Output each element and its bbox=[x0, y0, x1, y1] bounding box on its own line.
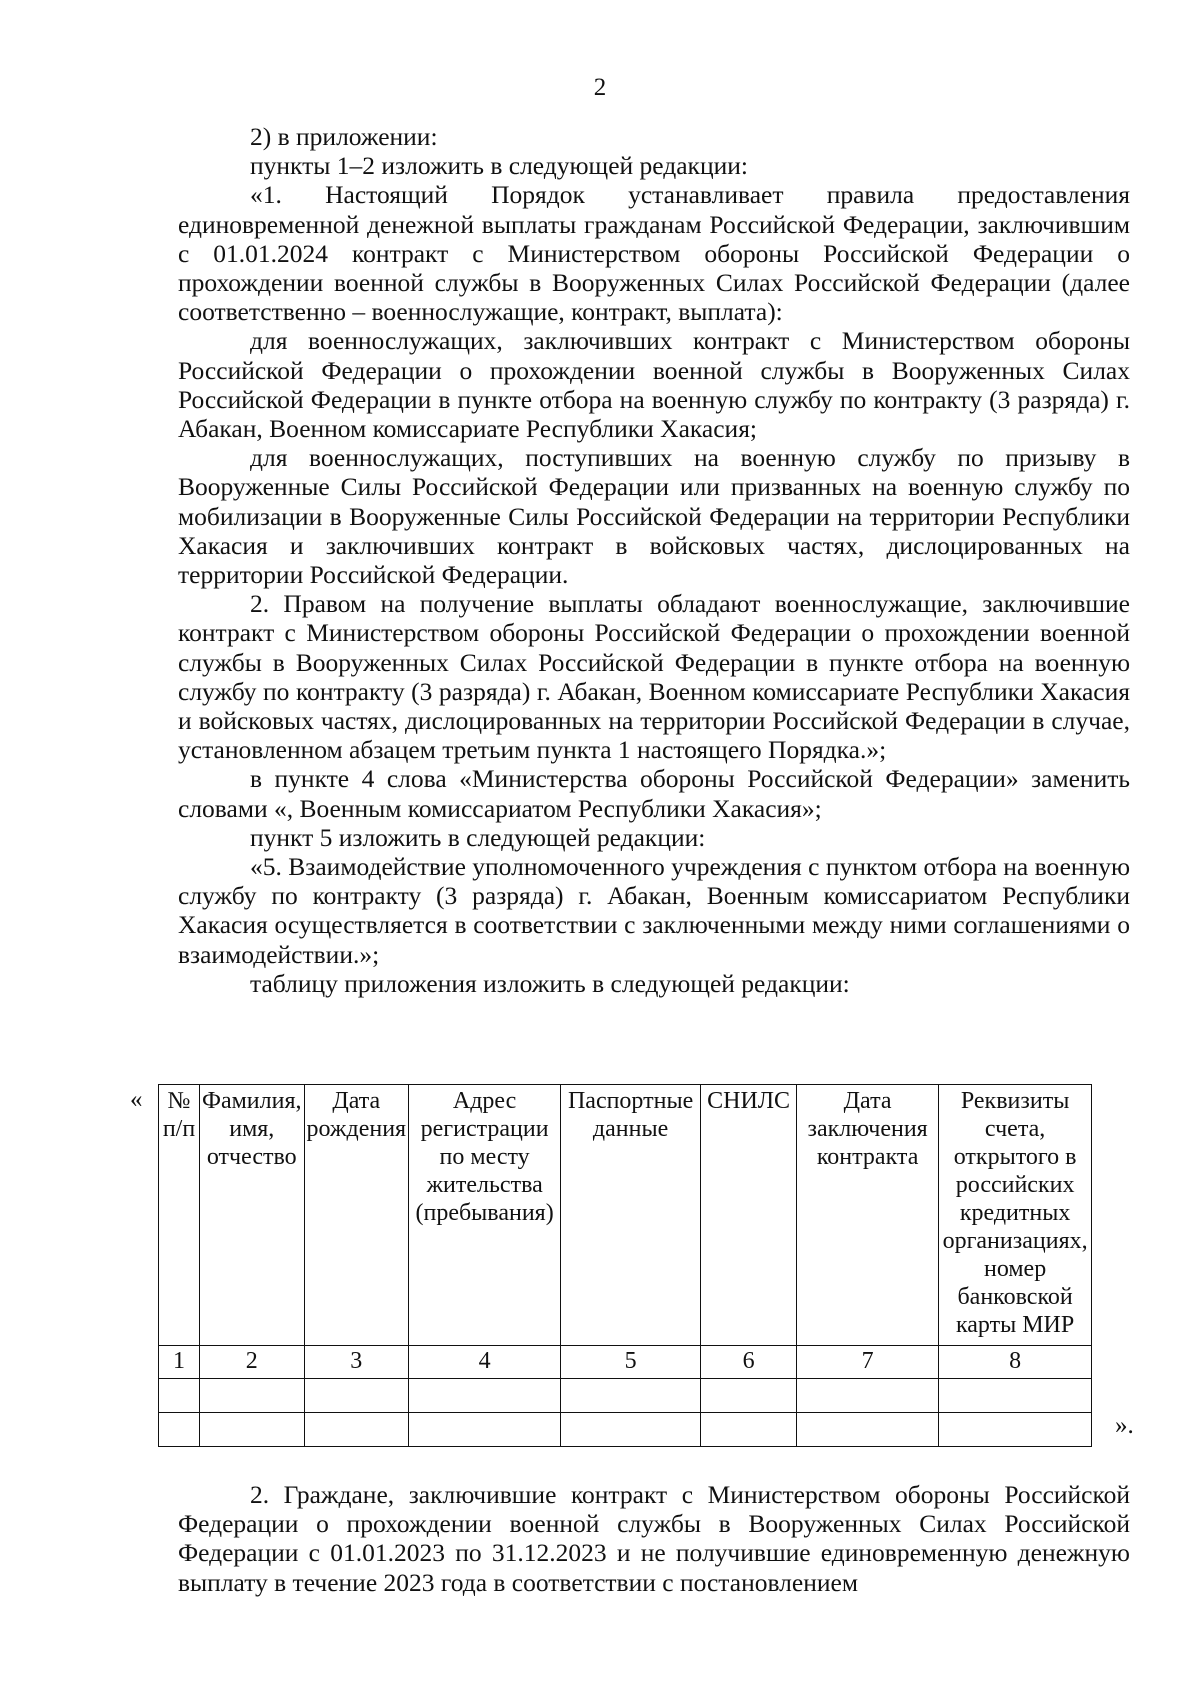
table-cell bbox=[200, 1379, 305, 1413]
paragraph-point-1-contract-servicemen: для военнослужащих, заключивших контракт с Министерством обороны Российской Федерации о прохождении военной службы в Вооруженных Силах Российской Федерации в пункте отбора на военную службу по контракту (3 разряда) г. Абакан, Военном комиссариате Республики Хакасия; bbox=[178, 326, 1130, 444]
table-cell bbox=[304, 1379, 409, 1413]
table-cell bbox=[701, 1413, 797, 1447]
column-number-cell: 2 bbox=[200, 1346, 305, 1379]
header-bank-details: Реквизиты счета, открытого в российских кредитных организациях, номер банковской карты МИР bbox=[939, 1085, 1092, 1346]
paragraph-table-intro: таблицу приложения изложить в следующей редакции: bbox=[250, 968, 850, 998]
column-number-cell: 7 bbox=[797, 1346, 939, 1379]
table-cell bbox=[159, 1413, 200, 1447]
table-header-row bbox=[159, 1085, 1092, 1346]
paragraph-point-2: 2. Правом на получение выплаты обладают военнослужащие, заключившие контракт с Министерством обороны Российской Федерации о прохождении военной службы в Вооруженных Силах Российской Федерации в пункте отбора на военную службу по контракту (3 разряда) г. Абакан, Военном комиссариате Республики Хакасия и войсковых частях, дислоцированных на территории Российской Федерации в случае, установленном абзацем третьим пункта 1 настоящего Порядка.»; bbox=[178, 589, 1130, 765]
paragraph-point-1-conscripted-servicemen: для военнослужащих, поступивших на военную службу по призыву в Вооруженные Силы Российской Федерации или призванных на военную службу по мобилизации в Вооруженные Силы Российской Федерации на территории Республики Хакасия и заключивших контракт в войсковых частях, дислоцированных на территории Российской Федерации. bbox=[178, 443, 1130, 590]
page-number: 2 bbox=[593, 74, 607, 101]
table-cell bbox=[939, 1379, 1092, 1413]
paragraph-points-1-2-intro: пункты 1–2 изложить в следующей редакции: bbox=[250, 151, 748, 181]
table-cell bbox=[797, 1379, 939, 1413]
table-open-quote: « bbox=[130, 1086, 143, 1113]
paragraph-point-1: «1. Настоящий Порядок устанавливает правила предоставления единовременной денежной выплаты гражданам Российской Федерации, заключившим с 01.01.2024 контракт с Министерством обороны Российской Федерации о прохождении военной службы в Вооруженных Силах Российской Федерации (далее соответственно – военнослужащие, контракт, выплата): bbox=[178, 180, 1130, 327]
header-birth-date: Дата рождения bbox=[304, 1085, 409, 1346]
paragraph-point-5: «5. Взаимодействие уполномоченного учреждения с пунктом отбора на военную службу по контракту (3 разряда) г. Абакан, Военным комиссариатом Республики Хакасия осуществляется в соответствии с заключенными между ними соглашениями о взаимодействии.»; bbox=[178, 852, 1130, 969]
table-column-numbers-row bbox=[159, 1346, 1092, 1379]
table-cell bbox=[797, 1413, 939, 1447]
paragraph-point-4-replacement: в пункте 4 слова «Министерства обороны Российской Федерации» заменить словами «, Военным комиссариатом Республики Хакасия»; bbox=[178, 764, 1130, 823]
column-number-cell: 5 bbox=[561, 1346, 701, 1379]
paragraph-section-2: 2. Граждане, заключившие контракт с Министерством обороны Российской Федерации о прохождении военной службы в Вооруженных Силах Российской Федерации с 01.01.2023 по 31.12.2023 и не получившие единовременную денежную выплату в течение 2023 года в соответствии с постановлением bbox=[178, 1480, 1130, 1597]
column-number-cell: 1 bbox=[159, 1346, 200, 1379]
table-row bbox=[159, 1379, 1092, 1413]
header-number: № п/п bbox=[159, 1085, 200, 1346]
paragraph-in-appendix: 2) в приложении: bbox=[250, 122, 438, 151]
table-cell bbox=[409, 1413, 561, 1447]
header-full-name: Фамилия, имя, отчество bbox=[200, 1085, 305, 1346]
table-cell bbox=[939, 1413, 1092, 1447]
header-passport: Паспортные данные bbox=[561, 1085, 701, 1346]
body-text-top bbox=[178, 122, 1130, 998]
column-number-cell: 3 bbox=[304, 1346, 409, 1379]
table-row bbox=[159, 1413, 1092, 1447]
appendix-table-block bbox=[130, 1084, 1140, 1454]
table-cell bbox=[159, 1379, 200, 1413]
table-cell bbox=[304, 1413, 409, 1447]
header-snils: СНИЛС bbox=[701, 1085, 797, 1346]
table-close-quote: ». bbox=[1115, 1412, 1134, 1439]
table-cell bbox=[701, 1379, 797, 1413]
column-number-cell: 6 bbox=[701, 1346, 797, 1379]
header-contract-date: Дата заключения контракта bbox=[797, 1085, 939, 1346]
table-cell bbox=[561, 1413, 701, 1447]
applicants-table bbox=[158, 1084, 1092, 1447]
column-number-cell: 8 bbox=[939, 1346, 1092, 1379]
table-cell bbox=[561, 1379, 701, 1413]
header-address: Адрес регистрации по месту жительства (пребывания) bbox=[409, 1085, 561, 1346]
paragraph-point-5-intro: пункт 5 изложить в следующей редакции: bbox=[250, 822, 706, 852]
body-text-bottom bbox=[178, 1480, 1130, 1597]
column-number-cell: 4 bbox=[409, 1346, 561, 1379]
table-cell bbox=[200, 1413, 305, 1447]
table-cell bbox=[409, 1379, 561, 1413]
